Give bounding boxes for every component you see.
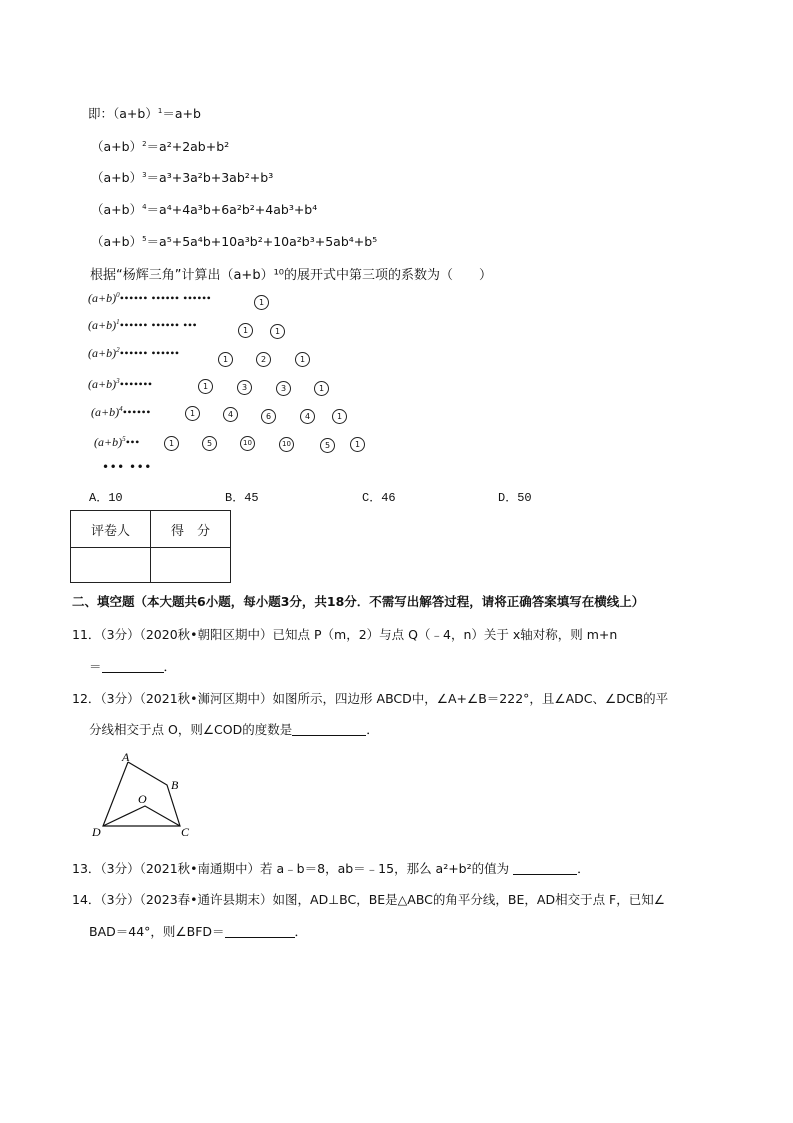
coef-circle: 1 — [295, 352, 310, 367]
q12-answer-blank[interactable] — [292, 723, 366, 736]
q14-prefix: BAD＝44°，则∠BFD＝ — [89, 924, 225, 939]
option-b[interactable]: B．45 — [225, 491, 259, 505]
score-cell[interactable] — [151, 548, 231, 583]
coef-circle: 1 — [198, 379, 213, 394]
rhs: ＝a⁵+5a⁴b+10a³b²+10a²b³+5ab⁴+b⁵ — [146, 234, 378, 249]
angle-bisectors — [103, 806, 180, 826]
coef-circle: 3 — [237, 380, 252, 395]
coef-circle: 4 — [223, 407, 238, 422]
triangle-row-0 — [88, 291, 211, 306]
lhs: （a+b） — [91, 202, 143, 217]
row-dots: •••••• •••••• ••• — [119, 318, 198, 332]
coef-circle: 1 — [238, 323, 253, 338]
coef-circle: 1 — [164, 436, 179, 451]
row-dots: •••••• •••••• •••••• — [119, 291, 212, 305]
row-dots: ••••••• — [119, 377, 153, 391]
rhs: ＝a⁴+4a³b+6a²b²+4ab³+b⁴ — [146, 202, 318, 217]
rhs: ＝a³+3a²b+3ab²+b³ — [146, 170, 274, 185]
expansion-line-1 — [88, 104, 201, 122]
lhs: （a+b） — [91, 139, 143, 154]
row-label: (a+b) — [88, 346, 117, 360]
lhs: （a+b） — [113, 106, 158, 121]
triangle-row-1 — [88, 318, 197, 333]
coef-circle: 1 — [254, 295, 269, 310]
question-14-line1: 14．（3分）（2023春•通许县期末）如图，AD⊥BC，BE是△ABC的角平分线，BE，AD相交于点 F，已知∠ — [72, 892, 665, 907]
row-exp: 5 — [122, 435, 126, 443]
grader-cell[interactable] — [71, 548, 151, 583]
coef-circle: 5 — [202, 436, 217, 451]
expansion-line-5 — [91, 232, 377, 250]
triangle-row-2 — [88, 346, 180, 361]
option-a[interactable]: A．10 — [89, 491, 123, 505]
row-exp: 4 — [119, 405, 123, 413]
row-exp: 3 — [116, 377, 120, 385]
label-o: O — [138, 792, 147, 806]
label-c: C — [181, 825, 190, 839]
q12-suffix: ． — [366, 722, 379, 737]
coef-circle: 1 — [332, 409, 347, 424]
quadrilateral-figure — [88, 748, 203, 840]
q13-prefix: 13．（3分）（2021秋•南通期中）若 a﹣b＝8，ab＝﹣15，那么 a²+b²的值为 — [72, 861, 514, 876]
row-dots: •••••• — [122, 405, 151, 419]
expansion-line-4 — [91, 200, 317, 218]
row-label: (a+b) — [91, 405, 120, 419]
lhs: （a+b） — [91, 234, 143, 249]
triangle-row-4 — [91, 405, 151, 420]
score-header: 得 分 — [151, 511, 231, 548]
exp: 5 — [142, 235, 147, 243]
row-label: (a+b) — [94, 435, 123, 449]
exp: 1 — [157, 107, 163, 115]
label-a: A — [122, 750, 130, 764]
score-table — [70, 510, 231, 583]
coef-circle: 3 — [276, 381, 291, 396]
exp: 2 — [142, 140, 147, 148]
question-stem: 根据“杨辉三角”计算出（a+b）¹⁰的展开式中第三项的系数为（ ） — [90, 268, 493, 283]
coef-circle: 1 — [350, 437, 365, 452]
row-dots: ••• — [125, 435, 140, 449]
q13-suffix: ． — [577, 861, 590, 876]
option-d[interactable]: D．50 — [498, 491, 532, 505]
q11-prefix: ＝ — [89, 659, 102, 674]
rhs: ＝a+b — [162, 106, 201, 121]
row-exp: 2 — [116, 346, 120, 354]
coef-circle: 1 — [270, 324, 285, 339]
coef-circle: 2 — [256, 352, 271, 367]
question-11-line1: 11．（3分）（2020秋•朝阳区期中）已知点 P（m，2）与点 Q（﹣4，n）关于 x轴对称，则 m+n — [72, 627, 618, 642]
option-c[interactable]: C．46 — [362, 491, 396, 505]
label-d: D — [92, 825, 101, 839]
triangle-row-5 — [94, 435, 140, 450]
coef-circle: 10 — [240, 436, 255, 451]
rhs: ＝a²+2ab+b² — [146, 139, 230, 154]
grader-header: 评卷人 — [71, 511, 151, 548]
coef-circle: 1 — [314, 381, 329, 396]
q14-answer-blank[interactable] — [225, 925, 295, 938]
expansion-line-2 — [91, 137, 229, 155]
question-12-line1: 12．（3分）（2021秋•浉河区期中）如图所示，四边形 ABCD中，∠A+∠B＝222°，且∠ADC、∠DCB的平 — [72, 691, 669, 706]
question-14-line2 — [89, 922, 307, 940]
intro-prefix: 即： — [88, 106, 114, 121]
row-label: (a+b) — [88, 291, 117, 305]
lhs: （a+b） — [91, 170, 143, 185]
coef-circle: 6 — [261, 409, 276, 424]
exp: 4 — [142, 203, 147, 211]
row-label: (a+b) — [88, 377, 117, 391]
expansion-line-3 — [91, 168, 273, 186]
row-label: (a+b) — [88, 318, 117, 332]
exp: 3 — [142, 171, 147, 179]
row-exp: 1 — [116, 318, 120, 326]
coef-circle: 4 — [300, 409, 315, 424]
q12-prefix: 分线相交于点 O，则∠COD的度数是 — [89, 722, 293, 737]
coef-circle: 10 — [279, 437, 294, 452]
triangle-row-3 — [88, 377, 153, 392]
question-12-line2 — [89, 720, 379, 738]
q11-answer-blank[interactable] — [102, 660, 164, 673]
question-13 — [72, 859, 590, 877]
section-title: 二、填空题（本大题共6小题，每小题3分，共18分．不需写出解答过程，请将正确答案填写在横线上） — [72, 594, 645, 609]
question-11-line2 — [89, 657, 176, 675]
triangle-tail-dots: ••• ••• — [102, 460, 152, 474]
coef-circle: 1 — [218, 352, 233, 367]
row-dots: •••••• •••••• — [119, 346, 180, 360]
q14-suffix: ． — [294, 924, 308, 939]
label-b: B — [171, 778, 179, 792]
coef-circle: 1 — [185, 406, 200, 421]
q11-suffix: ． — [163, 659, 177, 674]
q13-answer-blank[interactable] — [513, 862, 577, 875]
coef-circle: 5 — [320, 438, 335, 453]
row-exp: 0 — [116, 291, 120, 299]
